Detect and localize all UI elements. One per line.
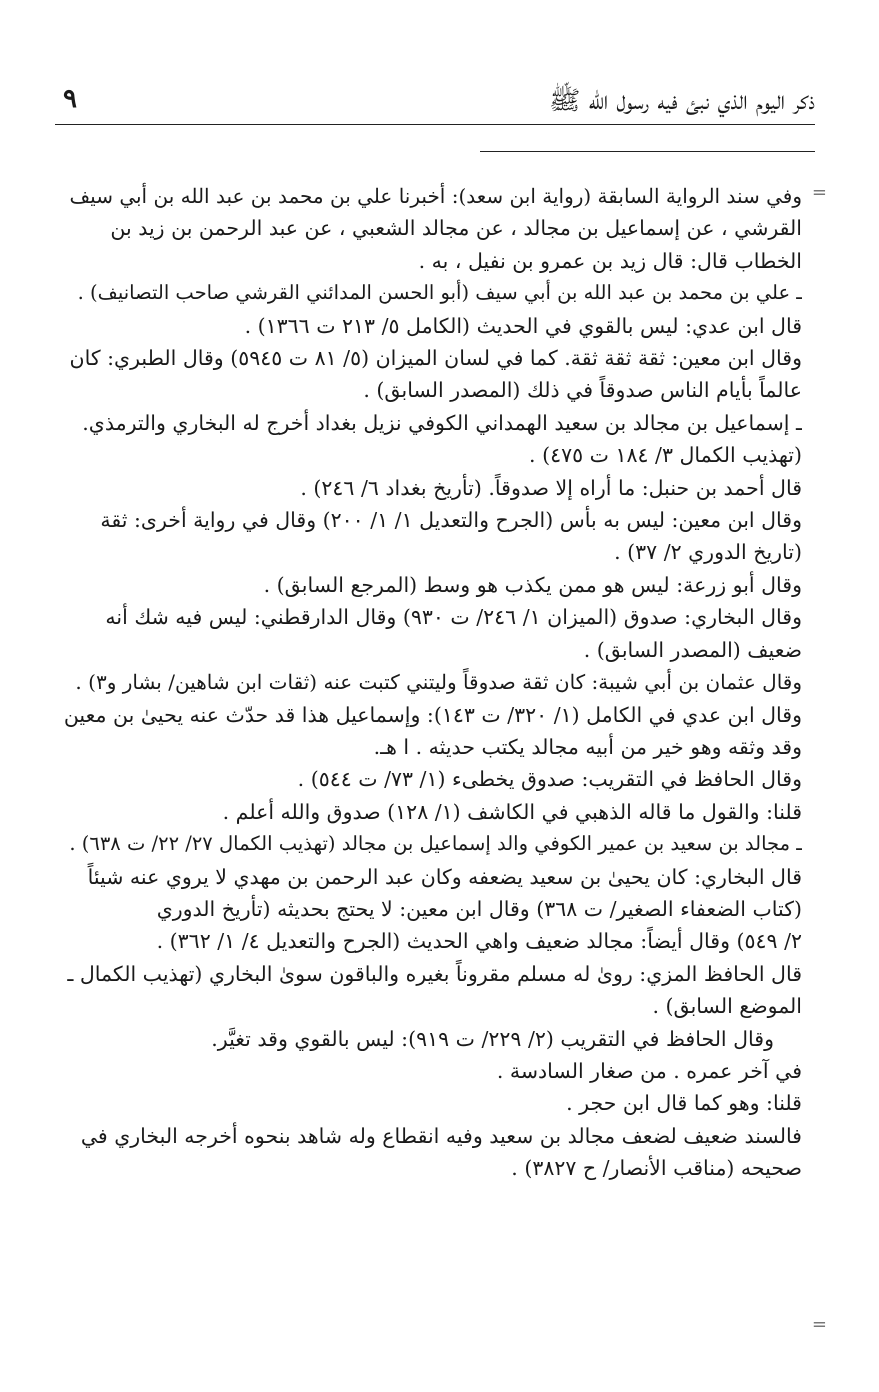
text-line: ضعيف (المصدر السابق) .	[583, 637, 802, 662]
text-line: الموضع السابق) .	[652, 994, 802, 1019]
text-line: وقد وثقه وهو خير من أبيه مجالد يكتب حديثه . ا هـ.	[373, 734, 802, 759]
text-line: الخطاب قال: قال زيد بن عمرو بن نفيل ، به .	[418, 248, 802, 273]
text-line: وقال أبو زرعة: ليس هو ممن يكذب هو وسط (المرجع السابق) .	[263, 572, 802, 597]
page-number: ٩	[63, 84, 77, 114]
text-line: قال الحافظ المزي: روىٰ له مسلم مقروناً بغيره والباقون سوىٰ البخاري (تهذيب الكمال ـ	[67, 961, 802, 986]
text-line: وقال البخاري: صدوق (الميزان ١/ ٢٤٦/ ت ٩٣٠) وقال الدارقطني: ليس فيه شك أنه	[105, 605, 802, 630]
text-line: قال أحمد بن حنبل: ما أراه إلا صدوقاً. (تأريخ بغداد ٦/ ٢٤٦) .	[300, 475, 802, 500]
text-line: وقال ابن معين: ليس به بأس (الجرح والتعديل ١/ ١/ ٢٠٠) وقال في رواية أخرى: ثقة	[100, 508, 802, 533]
text-line: في آخر عمره . من صغار السادسة .	[496, 1058, 802, 1083]
text-line: وقال ابن معين: ثقة ثقة ثقة. كما في لسان الميزان (٥/ ٨١ ت ٥٩٤٥) وقال الطبري: كان	[69, 346, 802, 371]
text-line: ـ إسماعيل بن مجالد بن سعيد الهمداني الكوفي نزيل بغداد أخرج له البخاري والترمذي.	[82, 410, 802, 435]
text-line: (كتاب الضعفاء الصغير/ ت ٣٦٨) وقال ابن معين: لا يحتج بحديثه (تأريخ الدوري	[156, 896, 802, 921]
text-line: عالماً بأيام الناس صدوقاً في ذلك (المصدر السابق) .	[363, 378, 802, 403]
text-line: ٢/ ٥٤٩) وقال أيضاً: مجالد ضعيف واهي الحديث (الجرح والتعديل ٤/ ١/ ٣٦٢) .	[156, 929, 802, 954]
text-line: (تاريخ الدوري ٢/ ٣٧) .	[614, 540, 802, 565]
footnote-body	[62, 180, 802, 1185]
text-line: ـ علي بن محمد بن عبد الله بن أبي سيف (أبو الحسن المدائني القرشي صاحب التصانيف) .	[77, 281, 802, 305]
header-rule	[55, 124, 815, 125]
text-line: وفي سند الرواية السابقة (رواية ابن سعد): أخبرنا علي بن محمد بن عبد الله بن أبي سيف	[69, 184, 802, 208]
text-line: وقال ابن عدي في الكامل (١/ ٣٢٠/ ت ١٤٣): وإسماعيل هذا قد حدّث عنه يحيىٰ بن معين	[63, 702, 802, 727]
running-title: ذكر اليوم الذي نبئ فيه رسول الله ﷺ	[548, 86, 815, 116]
text-line: القرشي ، عن إسماعيل بن مجالد ، عن مجالد الشعبي ، عن عبد الرحمن بن زيد بن	[110, 216, 802, 241]
text-line: قال ابن عدي: ليس بالقوي في الحديث (الكامل ٥/ ٢١٣ ت ١٣٦٦) .	[244, 313, 802, 338]
text-line: ـ مجالد بن سعيد بن عمير الكوفي والد إسماعيل بن مجالد (تهذيب الكمال ٢٧/ ٢٢/ ت ٦٣٨) .	[69, 832, 802, 856]
continuation-mark-bottom: =	[811, 1314, 827, 1335]
text-line: قال البخاري: كان يحيىٰ بن سعيد يضعفه وكان عبد الرحمن بن مهدي لا يروي عنه شيئاً	[87, 864, 802, 889]
footnote-rule	[480, 151, 815, 152]
text-line: صحيحه (مناقب الأنصار/ ح ٣٨٢٧) .	[511, 1156, 802, 1181]
text-line: وقال الحافظ في التقريب (٢/ ٢٢٩/ ت ٩١٩): ليس بالقوي وقد تغيَّر.	[211, 1026, 774, 1051]
text-line: وقال الحافظ في التقريب: صدوق يخطىء (١/ ٧٣/ ت ٥٤٤) .	[297, 767, 802, 792]
text-line: فالسند ضعيف لضعف مجالد بن سعيد وفيه انقطاع وله شاهد بنحوه أخرجه البخاري في	[80, 1123, 802, 1148]
text-line: قلنا: وهو كما قال ابن حجر .	[566, 1091, 802, 1116]
continuation-mark-top: =	[811, 182, 827, 203]
text-line: قلنا: والقول ما قاله الذهبي في الكاشف (١/ ١٢٨) صدوق والله أعلم .	[222, 799, 802, 824]
text-line: (تهذيب الكمال ٣/ ١٨٤ ت ٤٧٥) .	[529, 443, 802, 468]
page-header	[55, 80, 815, 126]
text-line: وقال عثمان بن أبي شيبة: كان ثقة صدوقاً وليتني كتبت عنه (ثقات ابن شاهين/ بشار و٣) .	[75, 670, 802, 695]
